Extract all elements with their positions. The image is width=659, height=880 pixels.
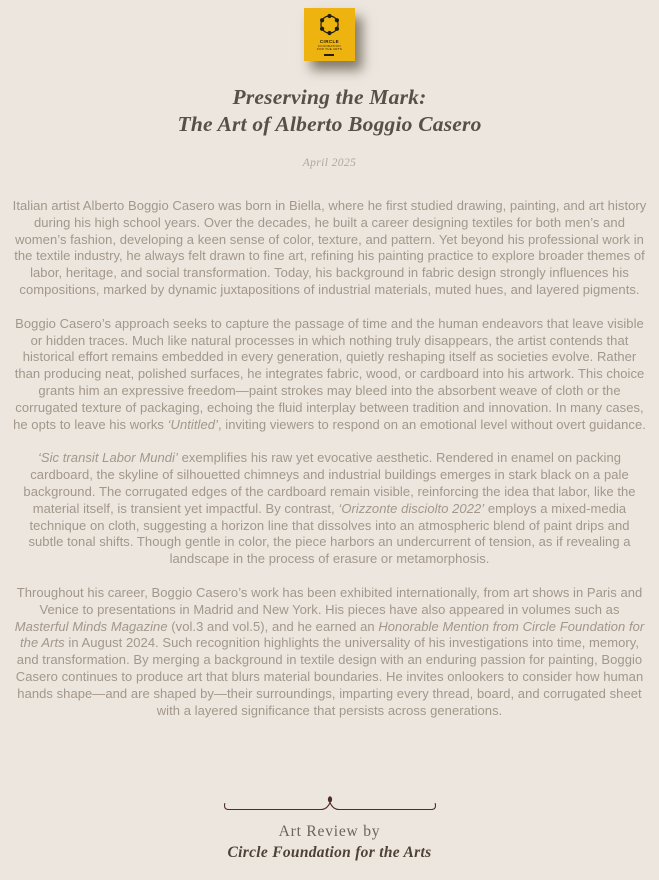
paragraph: [13, 316, 647, 434]
artwork-title: ‘Orizzonte disciolto 2022’: [338, 500, 485, 516]
paragraph: [13, 585, 647, 719]
article-body: [13, 198, 647, 719]
footer: [0, 795, 659, 862]
hexagon-dot-ring-icon: [316, 11, 343, 38]
title-line-1: Preserving the Mark:: [232, 85, 427, 109]
logo-badge: [304, 8, 355, 61]
publication-date: April 2025: [302, 157, 357, 169]
award-title: Honorable Mention from Circle Foundation for the Arts: [20, 618, 645, 651]
artwork-title: ‘Sic transit Labor Mundi’: [37, 450, 178, 466]
text-segment: employs a mixed-media technique on cloth, suggesting a horizon line that dissolves into an atmospheric blend of paint drips and subtle tonal shifts. Though gentle in color, the piece harbors an undercurrent of tension, as if revealing a landscape in the process of erasure or metamorphosis.: [28, 500, 631, 567]
logo-text-line3: FOR THE ARTS: [316, 47, 343, 52]
logo-container: [0, 0, 659, 61]
paragraph: [13, 450, 647, 568]
divider-ornament: [222, 795, 438, 815]
logo-text-line1: CIRCLE: [319, 39, 340, 44]
footer-organization: Circle Foundation for the Arts: [227, 844, 432, 861]
page-title: [0, 84, 659, 138]
logo-text: [317, 39, 342, 56]
text-segment: Throughout his career, Boggio Casero’s work has been exhibited internationally, from art shows in Paris and Venice to presentations in Madrid and New York. His pieces have also appeared in volumes such as: [16, 584, 643, 617]
footer-byline: Art Review by: [278, 823, 381, 840]
text-segment: , inviting viewers to respond on an emotional level without overt guidance.: [217, 416, 646, 432]
title-line-2: The Art of Alberto Boggio Casero: [177, 112, 482, 136]
text-segment: exemplifies his raw yet evocative aesthetic. Rendered in enamel on packing cardboard, the skyline of silhouetted chimneys and industrial buildings emerges in stark black on a pale background. The corrugated edges of the cardboard remain visible, reinforcing the idea that labor, like the material itself, is transient yet impactful. By contrast,: [23, 450, 636, 516]
text-segment: Boggio Casero’s approach seeks to capture the passage of time and the human endeavors that leave visible or hidden traces. Much like natural processes in which nothing truly disappears, the artist contends that historical effort remains embedded in every generation, quietly reshaping itself as societies evolve. Rather than producing neat, polished surfaces, he integrates fabric, wood, or cardboard into his artwork. This choice grants him an expressive freedom—paint strokes may bleed into the absorbent weave of cloth or the corrugated texture of packaging, echoing the fluid interplay between tradition and innovation. In many cases, he opts to leave his works: [13, 315, 645, 432]
text-segment: (vol.3 and vol.5), and he earned an: [167, 618, 379, 634]
publication-title: Masterful Minds Magazine: [14, 618, 168, 634]
text-segment: Italian artist Alberto Boggio Casero was born in Biella, where he first studied drawing, painting, and art history during his high school years. Over the decades, he built a career designing textiles for both men’s and women’s fashion, developing a keen sense of color, texture, and pattern. Yet beyond his professional work in the textile industry, he always felt drawn to fine art, refining his painting practice to explore broader themes of labor, heritage, and social transformation. Today, his background in fabric design strongly influences his compositions, marked by dynamic juxtapositions of industrial materials, muted hues, and layered pigments.: [12, 198, 647, 297]
logo-bottom-mark: [324, 54, 334, 56]
text-segment: in August 2024. Such recognition highlights the universality of his investigations into time, memory, and transformation. By merging a background in textile design with an enduring passion for painting, Boggio Casero continues to produce art that blurs material boundaries. He invites onlookers to consider how human hands shape—and are shaped by—their surroundings, imparting every thread, board, and corrugated sheet with a layered significance that persists across generations.: [15, 635, 644, 718]
logo-text-line2: FOUNDATION: [318, 43, 341, 48]
paragraph: [13, 198, 647, 299]
artwork-title: ‘Untitled’: [167, 416, 218, 432]
